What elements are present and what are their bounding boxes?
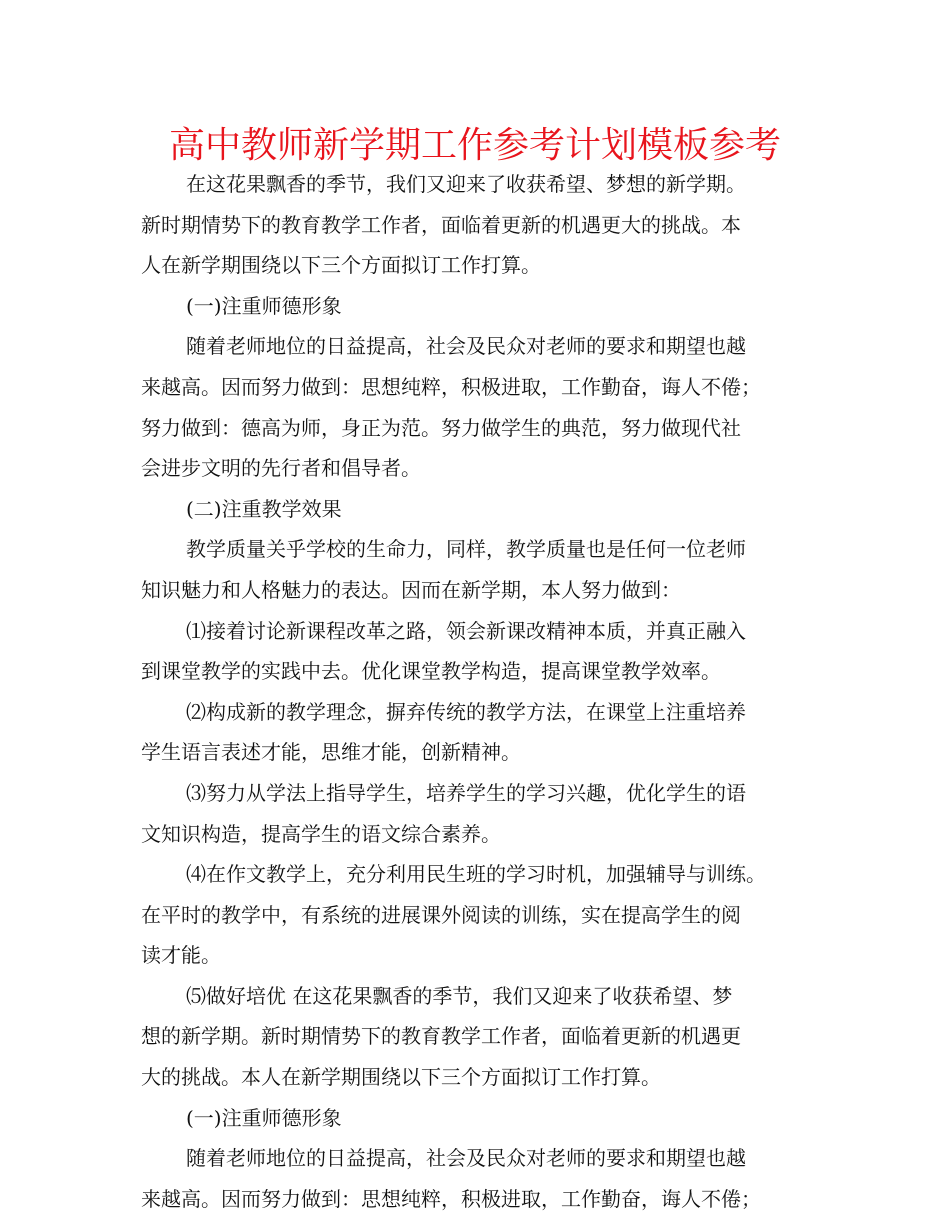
- paragraph-line: 文知识构造，提高学生的语文综合素养。: [141, 821, 501, 846]
- paragraph-line: 到课堂教学的实践中去。优化课堂教学构造，提高课堂教学效率。: [141, 659, 721, 684]
- document-body: [141, 164, 813, 1219]
- paragraph-first-line: (二)注重教学效果: [186, 496, 342, 521]
- document-title: 高中教师新学期工作参考计划模板参考: [168, 125, 781, 166]
- paragraph-first-line: ⑶努力从学法上指导学生，培养学生的学习兴趣，优化学生的语: [186, 780, 746, 805]
- paragraph-line: 来越高。因而努力做到：思想纯粹，积极进取，工作勤奋，诲人不倦；: [141, 1186, 761, 1211]
- paragraph-first-line: (一)注重师德形象: [186, 293, 342, 318]
- paragraph-line: 大的挑战。本人在新学期围绕以下三个方面拟订工作打算。: [141, 1065, 661, 1090]
- paragraph-line: 在平时的教学中，有系统的进展课外阅读的训练，实在提高学生的阅: [141, 902, 741, 927]
- paragraph-first-line: ⑸做好培优 在这花果飘香的季节，我们又迎来了收获希望、梦: [186, 983, 733, 1008]
- paragraph-first-line: 在这花果飘香的季节，我们又迎来了收获希望、梦想的新学期。: [186, 172, 746, 196]
- paragraph-line: 学生语言表述才能，思维才能，创新精神。: [141, 740, 521, 765]
- paragraph-line: 想的新学期。新时期情势下的教育教学工作者，面临着更新的机遇更: [141, 1024, 741, 1049]
- paragraph-line: 努力做到：德高为师，身正为范。努力做学生的典范，努力做现代社: [141, 415, 741, 440]
- paragraph-line: 来越高。因而努力做到：思想纯粹，积极进取，工作勤奋，诲人不倦；: [141, 374, 761, 399]
- paragraph-first-line: 随着老师地位的日益提高，社会及民众对老师的要求和期望也越: [186, 334, 746, 359]
- paragraph-first-line: ⑷在作文教学上，充分利用民生班的学习时机，加强辅导与训练。: [186, 862, 766, 887]
- paragraph-line: 读才能。: [141, 943, 221, 968]
- paragraph-first-line: ⑴接着讨论新课程改革之路，领会新课改精神本质，并真正融入: [186, 618, 746, 643]
- paragraph-line: 人在新学期围绕以下三个方面拟订工作打算。: [141, 253, 541, 278]
- paragraph-first-line: (一)注重师德形象: [186, 1105, 342, 1130]
- paragraph-line: 会进步文明的先行者和倡导者。: [141, 456, 421, 481]
- paragraph-first-line: 教学质量关乎学校的生命力，同样，教学质量也是任何一位老师: [186, 537, 746, 562]
- paragraph-first-line: 随着老师地位的日益提高，社会及民众对老师的要求和期望也越: [186, 1146, 746, 1171]
- paragraph-first-line: ⑵构成新的教学理念，摒弃传统的教学方法，在课堂上注重培养: [186, 699, 746, 724]
- paragraph-line: 新时期情势下的教育教学工作者，面临着更新的机遇更大的挑战。本: [141, 212, 741, 237]
- paragraph-line: 知识魅力和人格魅力的表达。因而在新学期，本人努力做到：: [141, 577, 681, 602]
